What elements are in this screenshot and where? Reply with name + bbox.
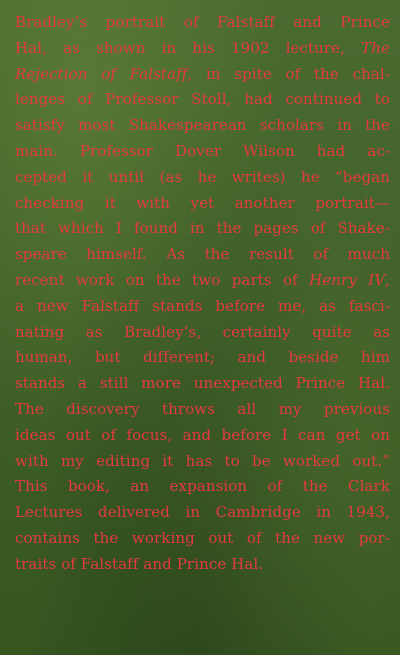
blurb-line bbox=[15, 449, 390, 475]
blurb-line bbox=[15, 526, 390, 552]
jacket-blurb-text bbox=[15, 10, 390, 578]
blurb-text-segment: Lectures delivered in Cambridge in 1943, bbox=[15, 503, 390, 522]
blurb-line bbox=[15, 268, 390, 294]
blurb-text-segment: Hal, as shown in his 1902 lecture, bbox=[15, 38, 362, 57]
blurb-text-segment: Bradley’s portrait of Falstaff and Prince bbox=[15, 13, 390, 31]
blurb-text-segment: with my editing it has to be worked out.” bbox=[15, 451, 390, 470]
blurb-text-segment: stands a still more unexpected Prince Hal. bbox=[15, 374, 390, 393]
blurb-line bbox=[15, 294, 390, 320]
blurb-line bbox=[15, 423, 390, 449]
blurb-text-segment: that which I found in the pages of Shake- bbox=[15, 219, 390, 238]
blurb-text-segment: The discovery throws all my previous bbox=[15, 399, 390, 418]
blurb-text-segment: main. Professor Dover Wilson had ac- bbox=[15, 141, 390, 160]
blurb-line bbox=[15, 500, 390, 526]
blurb-line bbox=[15, 474, 390, 500]
blurb-text-segment: ideas out of focus, and before I can get on bbox=[15, 425, 390, 444]
blurb-line bbox=[15, 345, 390, 371]
blurb-line bbox=[15, 165, 390, 191]
blurb-italic-title: Henry IV bbox=[309, 270, 386, 289]
blurb-text-segment: a new Falstaff stands before me, as fasci- bbox=[15, 296, 390, 315]
blurb-line bbox=[15, 113, 390, 139]
blurb-text-segment: speare himself. As the result of much bbox=[15, 245, 390, 264]
blurb-line bbox=[15, 552, 390, 578]
blurb-line bbox=[15, 139, 390, 165]
blurb-text-segment: contains the working out of the new por- bbox=[15, 528, 390, 547]
blurb-line bbox=[15, 216, 390, 242]
blurb-italic-title: Rejection of Falstaff bbox=[15, 64, 188, 83]
blurb-line bbox=[15, 36, 390, 62]
blurb-text-segment: human, but different; and beside him bbox=[15, 348, 390, 367]
blurb-text-segment: checking it with yet another portrait— bbox=[15, 193, 390, 212]
blurb-line bbox=[15, 320, 390, 346]
blurb-line bbox=[15, 87, 390, 113]
blurb-text-segment: nating as Bradley’s, certainly quite as bbox=[15, 322, 390, 341]
blurb-italic-title: The bbox=[361, 38, 390, 57]
blurb-text-segment: lenges of Professor Stoll, had continued to bbox=[15, 90, 390, 109]
blurb-text-segment: , bbox=[385, 270, 390, 289]
blurb-text-segment: recent work on the two parts of bbox=[15, 270, 310, 289]
blurb-text-segment: This book, an expansion of the Clark bbox=[15, 477, 390, 496]
blurb-text-segment: satisfy most Shakespearean scholars in the bbox=[15, 116, 390, 135]
blurb-line bbox=[15, 242, 390, 268]
blurb-line bbox=[15, 397, 390, 423]
blurb-text-segment: cepted it until (as he writes) he “began bbox=[15, 167, 390, 186]
blurb-text-segment: traits of Falstaff and Prince Hal. bbox=[15, 554, 264, 573]
blurb-line bbox=[15, 10, 390, 36]
blurb-line bbox=[15, 191, 390, 217]
blurb-line bbox=[15, 371, 390, 397]
blurb-line bbox=[15, 62, 390, 88]
blurb-text-segment: , in spite of the chal- bbox=[187, 64, 390, 83]
